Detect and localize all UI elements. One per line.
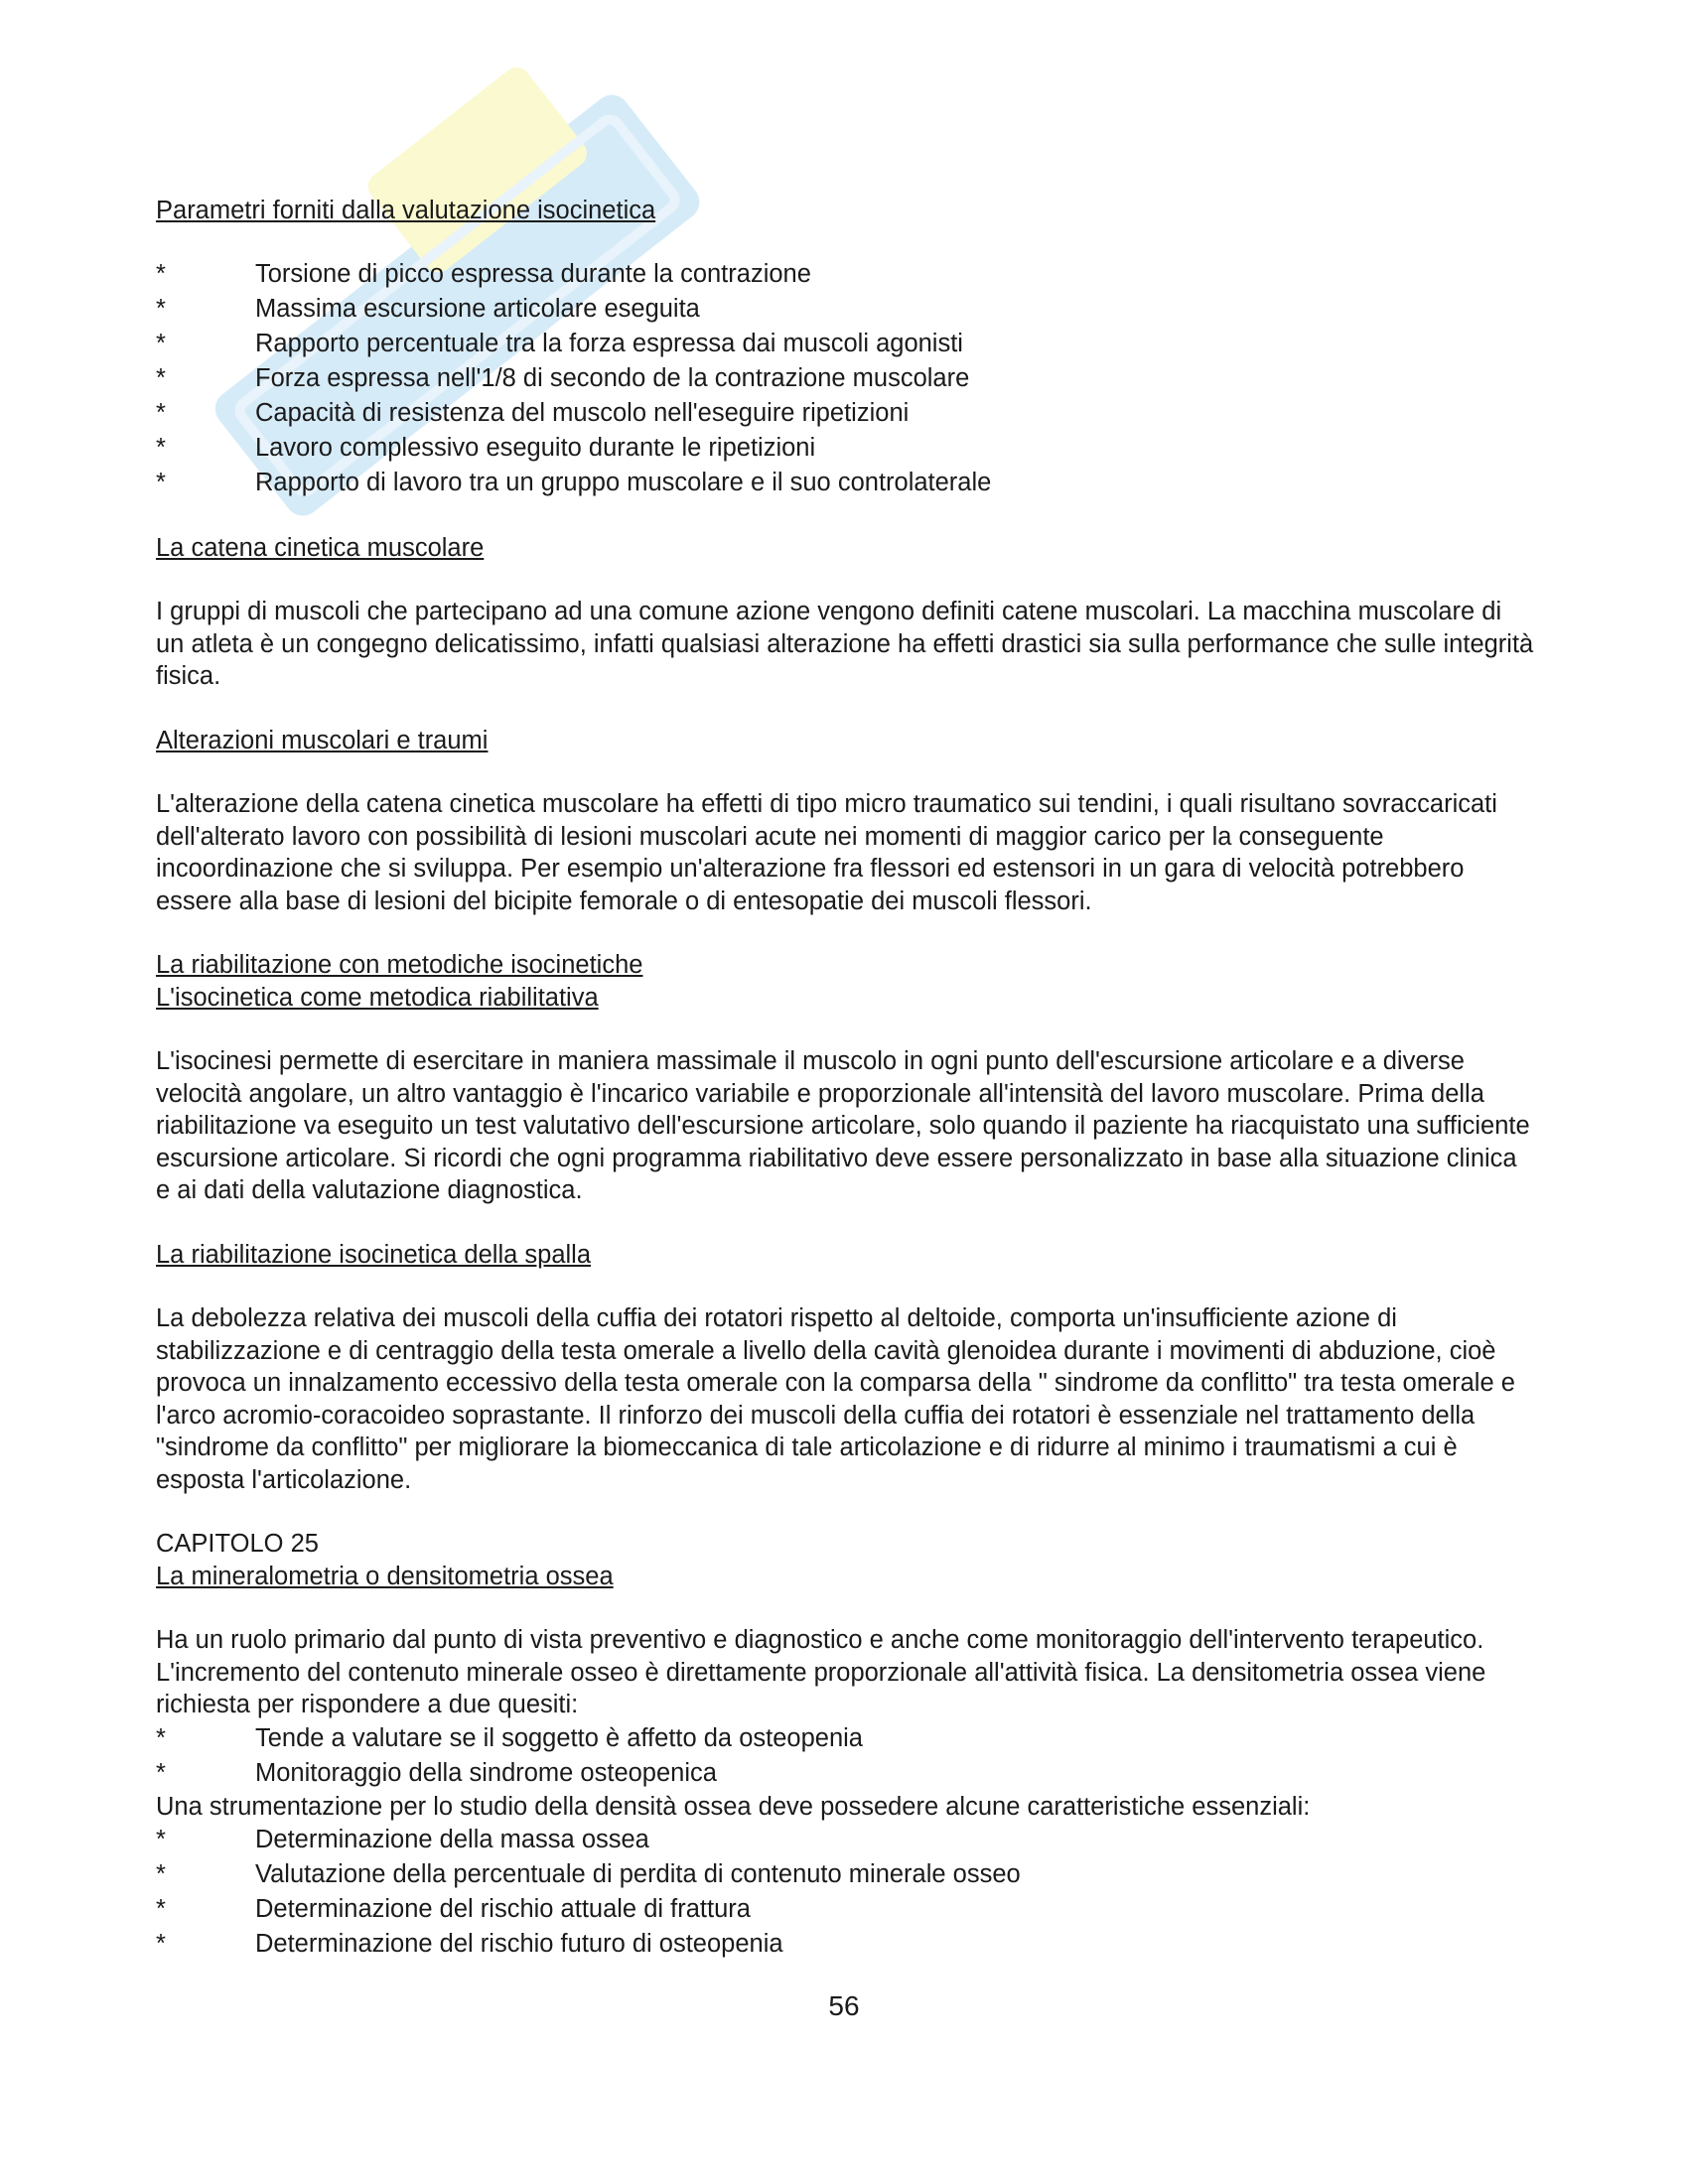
list-item: * Monitoraggio della sindrome osteopenica	[156, 1758, 717, 1787]
list-item: * Massima escursione articolare eseguita	[156, 294, 700, 323]
list-item: * Tende a valutare se il soggetto è affetto da osteopenia	[156, 1723, 863, 1752]
heading-riabilitazione-isocinetica: La riabilitazione con metodiche isocinetiche	[156, 951, 643, 979]
heading-alterazioni: Alterazioni muscolari e traumi	[156, 726, 489, 754]
list-item: * Rapporto percentuale tra la forza espressa dai muscoli agonisti	[156, 329, 963, 357]
paragraph-strumentazione: Una strumentazione per lo studio della densità ossea deve possedere alcune caratteristiche essenziali:	[156, 1792, 1311, 1821]
paragraph-catena-cinetica: I gruppi di muscoli che partecipano ad una comune azione vengono definiti catene muscolari. La macchina muscolare di un atleta è un congegno delicatissimo, infatti qualsiasi alterazione ha effetti drastici sia sulla performance che sulle integrità fisica.	[156, 598, 1534, 690]
page-number: 56	[828, 1990, 860, 2021]
paragraph-alterazioni: L'alterazione della catena cinetica muscolare ha effetti di tipo micro traumatico sui tendini, i quali risultano sovraccaricati dell'alterato lavoro con possibilità di lesioni muscolari acute nei momenti di maggior carico per la conseguente incoordinazione che si sviluppa. Per esempio un'alterazione fra flessori ed estensori in un gara di velocità potrebbero essere alla base di lesioni del bicipite femorale o di entesopatie dei muscoli flessori.	[156, 790, 1497, 915]
heading-spalla: La riabilitazione isocinetica della spalla	[156, 1240, 592, 1269]
paragraph-isocinesi: L'isocinesi permette di esercitare in maniera massimale il muscolo in ogni punto dell'escursione articolare e a diverse velocità angolare, un altro vantaggio è l'incarico variabile e proporzionale all'intensità del lavoro muscolare. Prima della riabilitazione va eseguito un test valutativo dell'escursione articolare, solo quando il paziente ha riacquistato una sufficiente escursione articolare. Si ricordi che ogni programma riabilitativo deve essere personalizzato in base alla situazione clinica e ai dati della valutazione diagnostica.	[156, 1047, 1530, 1204]
heading-mineralometria: La mineralometria o densitometria ossea	[156, 1562, 614, 1590]
bullet-list-quesiti	[156, 1721, 1536, 1791]
subheading-metodica-riabilitativa: L'isocinetica come metodica riabilitativa	[156, 983, 599, 1012]
list-item: * Rapporto di lavoro tra un gruppo muscolare e il suo controlaterale	[156, 468, 992, 496]
list-item: * Torsione di picco espressa durante la contrazione	[156, 259, 811, 288]
bullet-list-caratteristiche	[156, 1823, 1536, 1962]
bullet-list-parametri	[156, 257, 1536, 500]
list-item: * Lavoro complessivo eseguito durante le ripetizioni	[156, 433, 816, 462]
list-item: * Determinazione del rischio attuale di frattura	[156, 1895, 751, 1923]
document-page	[156, 195, 1536, 1962]
heading-catena-cinetica: La catena cinetica muscolare	[156, 533, 485, 562]
list-item: * Determinazione della massa ossea	[156, 1826, 649, 1853]
heading-parametri: Parametri forniti dalla valutazione isocinetica	[156, 197, 656, 224]
list-item: * Valutazione della percentuale di perdita di contenuto minerale osseo	[156, 1860, 1021, 1888]
paragraph-spalla: La debolezza relativa dei muscoli della cuffia dei rotatori rispetto al deltoide, comporta un'insufficiente azione di stabilizzazione e di centraggio della testa omerale a livello della cavità glenoidea durante i movimenti di abduzione, cioè provoca un innalzamento eccessivo della testa omerale con la comparsa della " sindrome da conflitto" tra testa omerale e l'arco acromio-coracoideo soprastante. Il rinforzo dei muscoli della cuffia dei rotatori è essenziale nel trattamento della "sindrome da conflitto" per migliorare la biomeccanica di tale articolazione e di ridurre al minimo i traumatismi a cui è esposta l'articolazione.	[156, 1304, 1515, 1494]
chapter-label: CAPITOLO 25	[156, 1530, 319, 1558]
paragraph-mineralometria: Ha un ruolo primario dal punto di vista preventivo e diagnostico e anche come monitoraggio dell'intervento terapeutico. L'incremento del contenuto minerale osseo è direttamente proporzionale all'attività fisica. La densitometria ossea viene richiesta per rispondere a due quesiti:	[156, 1626, 1486, 1718]
list-item: * Determinazione del rischio futuro di osteopenia	[156, 1930, 783, 1958]
list-item: * Forza espressa nell'1/8 di secondo de la contrazione muscolare	[156, 363, 970, 392]
list-item: * Capacità di resistenza del muscolo nell'eseguire ripetizioni	[156, 398, 910, 427]
